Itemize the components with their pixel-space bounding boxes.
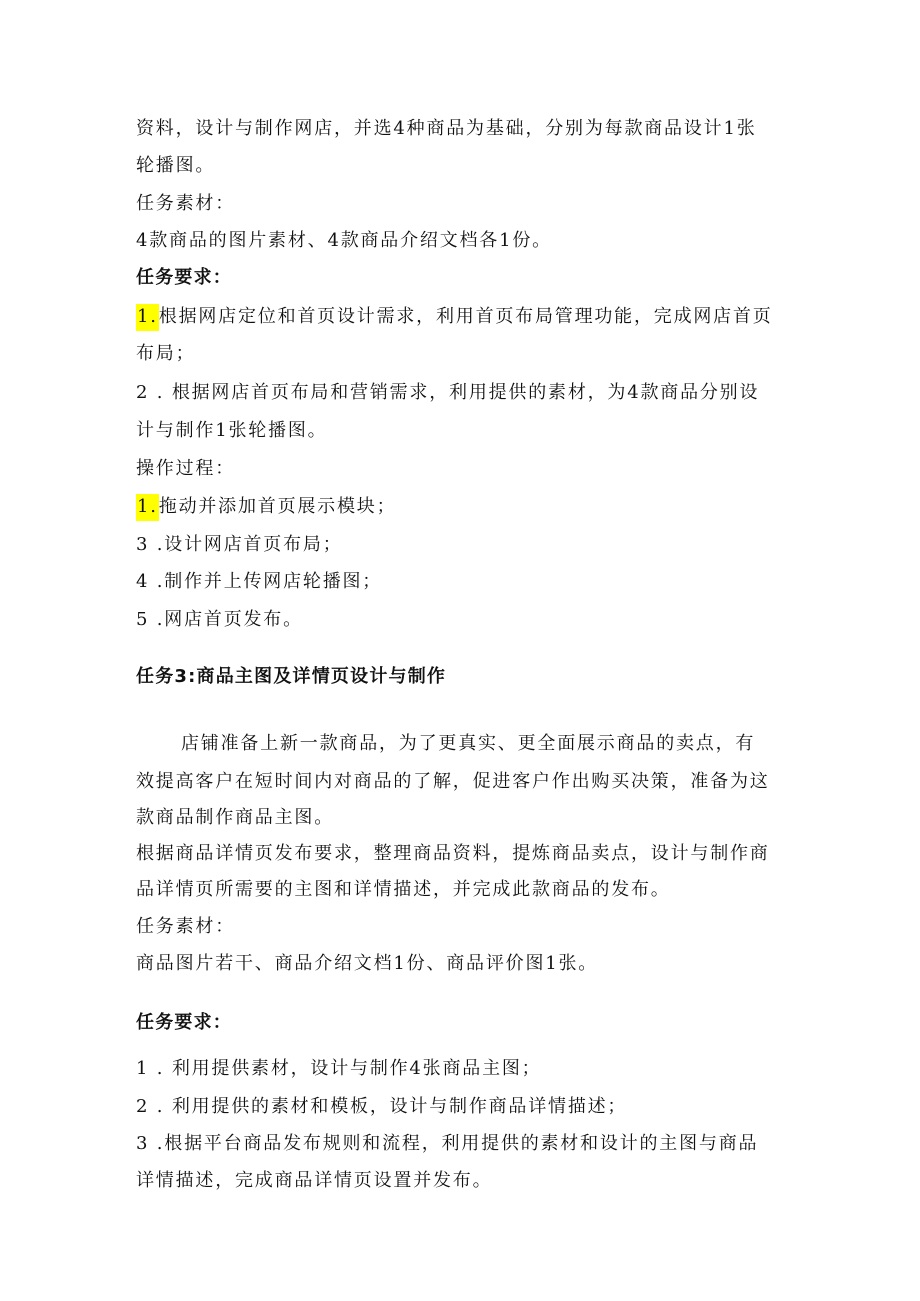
task3-title: 任务3:商品主图及详情页设计与制作 (136, 666, 447, 687)
task3-materials-text: 商品图片若干、商品介绍文档1份、商品评价图1张。 (136, 953, 599, 974)
task3-requirement-3-cont: 详情描述，完成商品详情页设置并发布。 (136, 1170, 493, 1191)
task3-para1-line-2: 效提高客户在短时间内对商品的了解，促进客户作出购买决策，准备为这 (136, 771, 770, 792)
materials-text: 4款商品的图片素材、4款商品介绍文档各1份。 (136, 230, 552, 251)
intro-line-1: 资料，设计与制作网店，并选4种商品为基础，分别为每款商品设计1张 (136, 118, 757, 139)
task3-requirement-1: 1 . 利用提供素材，设计与制作4张商品主图； (136, 1058, 542, 1079)
step-3: 3 .设计网店首页布局； (136, 534, 343, 555)
requirement-1-text: 根据网店定位和首页设计需求，利用首页布局管理功能，完成网店首页 (158, 306, 773, 327)
task3-requirement-2: 2 . 利用提供的素材和模板，设计与制作商品详情描述； (136, 1096, 628, 1117)
requirement-2: 2 . 根据网店首页布局和营销需求，利用提供的素材，为4款商品分别设 (136, 382, 760, 403)
requirements-heading: 任务要求： (136, 267, 232, 288)
task3-para1-line-3: 款商品制作商品主图。 (136, 807, 334, 828)
requirement-2-cont: 计与制作1张轮播图。 (136, 420, 328, 441)
materials-label: 任务素材： (136, 193, 235, 214)
task3-para2-line-1: 根据商品详情页发布要求，整理商品资料，提炼商品卖点，设计与制作商 (136, 843, 770, 864)
step-4: 4 .制作并上传网店轮播图； (136, 571, 383, 592)
task3-para1-line-1: 店铺准备上新一款商品，为了更真实、更全面展示商品的卖点，有 (181, 733, 756, 754)
task3-requirement-3: 3 .根据平台商品发布规则和流程，利用提供的素材和设计的主图与商品 (136, 1133, 759, 1154)
task3-requirements-heading: 任务要求： (136, 1012, 232, 1033)
requirement-1-cont: 布局； (136, 343, 196, 364)
task3-para2-line-2: 品详情页所需要的主图和详情描述，并完成此款商品的发布。 (136, 879, 671, 900)
step-1-text: 拖动并添加首页展示模块； (158, 496, 397, 517)
requirement-1 (136, 304, 773, 330)
highlight-mark: 1. (136, 304, 159, 331)
task3-materials-label: 任务素材： (136, 916, 235, 937)
process-label: 操作过程： (136, 458, 235, 479)
highlight-mark: 1. (136, 494, 159, 521)
step-1 (136, 494, 396, 520)
intro-line-2: 轮播图。 (136, 155, 216, 176)
step-5: 5 .网店首页发布。 (136, 609, 303, 630)
